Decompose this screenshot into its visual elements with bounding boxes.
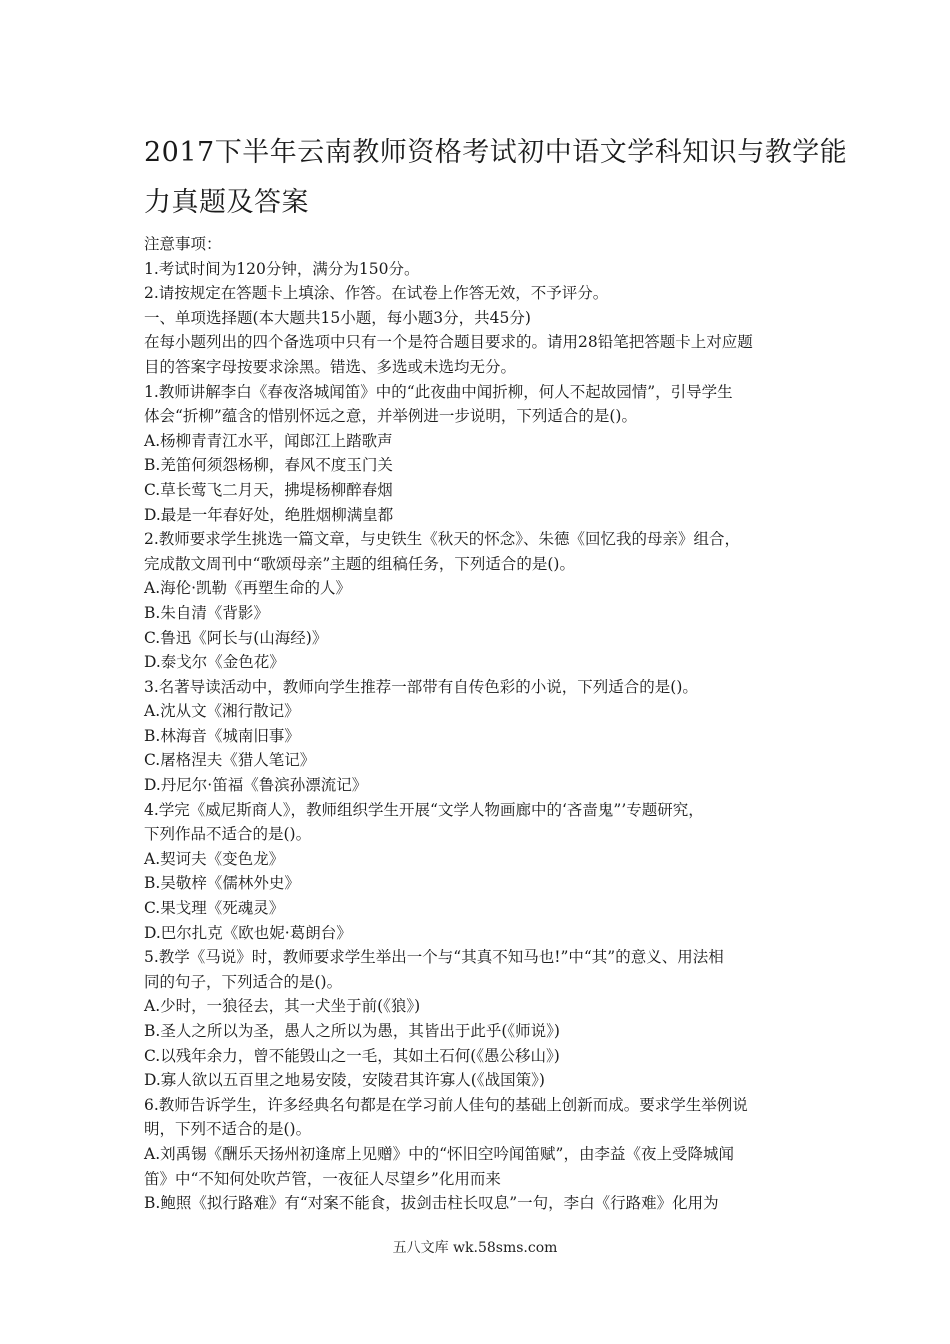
- option: C.鲁迅《阿长与(山海经)》: [144, 628, 328, 647]
- option: D.丹尼尔·笛福《鲁滨孙漂流记》: [144, 776, 368, 795]
- title-line: 力真题及答案: [144, 187, 309, 218]
- option: B.羌笛何须怨杨柳，春风不度玉门关: [144, 456, 393, 475]
- option: D.泰戈尔《金色花》: [144, 653, 285, 672]
- question-3: 3.名著导读活动中，教师向学生推荐一部带有自传色彩的小说，下列适合的是()。: [144, 677, 698, 696]
- section-instruction: 目的答案字母按要求涂黑。错选、多选或未选均无分。: [144, 357, 517, 376]
- question-1: 体会“折柳”蕴含的惜别怀远之意，并举例进一步说明，下列适合的是()。: [144, 407, 637, 426]
- option: A.沈从文《湘行散记》: [144, 702, 300, 721]
- option: B.吴敬梓《儒林外史》: [144, 874, 300, 893]
- question-6: 明，下列不适合的是()。: [144, 1120, 312, 1139]
- option: C.屠格涅夫《猎人笔记》: [144, 751, 316, 770]
- option: C.果戈理《死魂灵》: [144, 899, 285, 918]
- question-5: 同的句子，下列适合的是()。: [144, 972, 343, 991]
- document-body: [144, 232, 812, 1216]
- notice-item: 1.考试时间为120分钟，满分为150分。: [144, 259, 420, 278]
- option: A.杨柳青青江水平，闻郎江上踏歌声: [144, 431, 393, 450]
- document-page: [144, 128, 848, 1216]
- option: A.海伦·凯勒《再塑生命的人》: [144, 579, 352, 598]
- option: B.圣人之所以为圣，愚人之所以为愚，其皆出于此乎(《师说》): [144, 1022, 560, 1040]
- question-4: 下列作品不适合的是()。: [144, 825, 312, 844]
- option: D.巴尔扎克《欧也妮·葛朗台》: [144, 923, 352, 942]
- document-title: [144, 128, 848, 228]
- option: B.鲍照《拟行路难》有“对案不能食，拔剑击柱长叹息”一句，李白《行路难》化用为: [144, 1194, 719, 1213]
- option: A.契诃夫《变色龙》: [144, 849, 285, 868]
- section-heading: 一、单项选择题(本大题共15小题，每小题3分，共45分): [144, 308, 531, 327]
- option: C.以残年余力，曾不能毁山之一毛，其如土石何(《愚公移山》): [144, 1046, 560, 1065]
- page-footer: 五八文库 wk.58sms.com: [392, 1240, 558, 1256]
- option: D.最是一年春好处，绝胜烟柳满皇都: [144, 505, 394, 524]
- option: A.刘禹锡《酬乐天扬州初逢席上见赠》中的“怀旧空吟闻笛赋”，由李益《夜上受降城闻: [144, 1144, 734, 1163]
- question-5: 5.教学《马说》时，教师要求学生举出一个与“其真不知马也!”中“其”的意义、用法相: [144, 948, 724, 967]
- title-line: 2017下半年云南教师资格考试初中语文学科知识与教学能: [144, 137, 848, 168]
- question-6: 6.教师告诉学生，许多经典名句都是在学习前人佳句的基础上创新而成。要求学生举例说: [144, 1095, 748, 1114]
- notice-heading: 注意事项：: [144, 235, 222, 253]
- question-1: 1.教师讲解李白《春夜洛城闻笛》中的“此夜曲中闻折柳，何人不起故园情”，引导学生: [144, 382, 733, 401]
- option: B.朱自清《背影》: [144, 603, 269, 622]
- option: 笛》中“不知何处吹芦管，一夜征人尽望乡”化用而来: [144, 1169, 501, 1188]
- option: B.林海音《城南旧事》: [144, 726, 300, 745]
- question-2: 2.教师要求学生挑选一篇文章，与史铁生《秋天的怀念》、朱德《回忆我的母亲》组合，: [144, 530, 741, 549]
- question-4: 4.学完《威尼斯商人》，教师组织学生开展“文学人物画廊中的‘吝啬鬼”’专题研究，: [144, 800, 704, 819]
- option: A.少时，一狼径去，其一犬坐于前(《狼》): [144, 997, 421, 1016]
- question-2: 完成散文周刊中“歌颂母亲”主题的组稿任务，下列适合的是()。: [144, 554, 575, 573]
- notice-item: 2.请按规定在答题卡上填涂、作答。在试卷上作答无效，不予评分。: [144, 284, 609, 303]
- option: C.草长莺飞二月天，拂堤杨柳醉春烟: [144, 480, 393, 499]
- section-instruction: 在每小题列出的四个备选项中只有一个是符合题目要求的。请用28铅笔把答题卡上对应题: [144, 333, 753, 352]
- option: D.寡人欲以五百里之地易安陵，安陵君其许寡人(《战国策》): [144, 1071, 545, 1090]
